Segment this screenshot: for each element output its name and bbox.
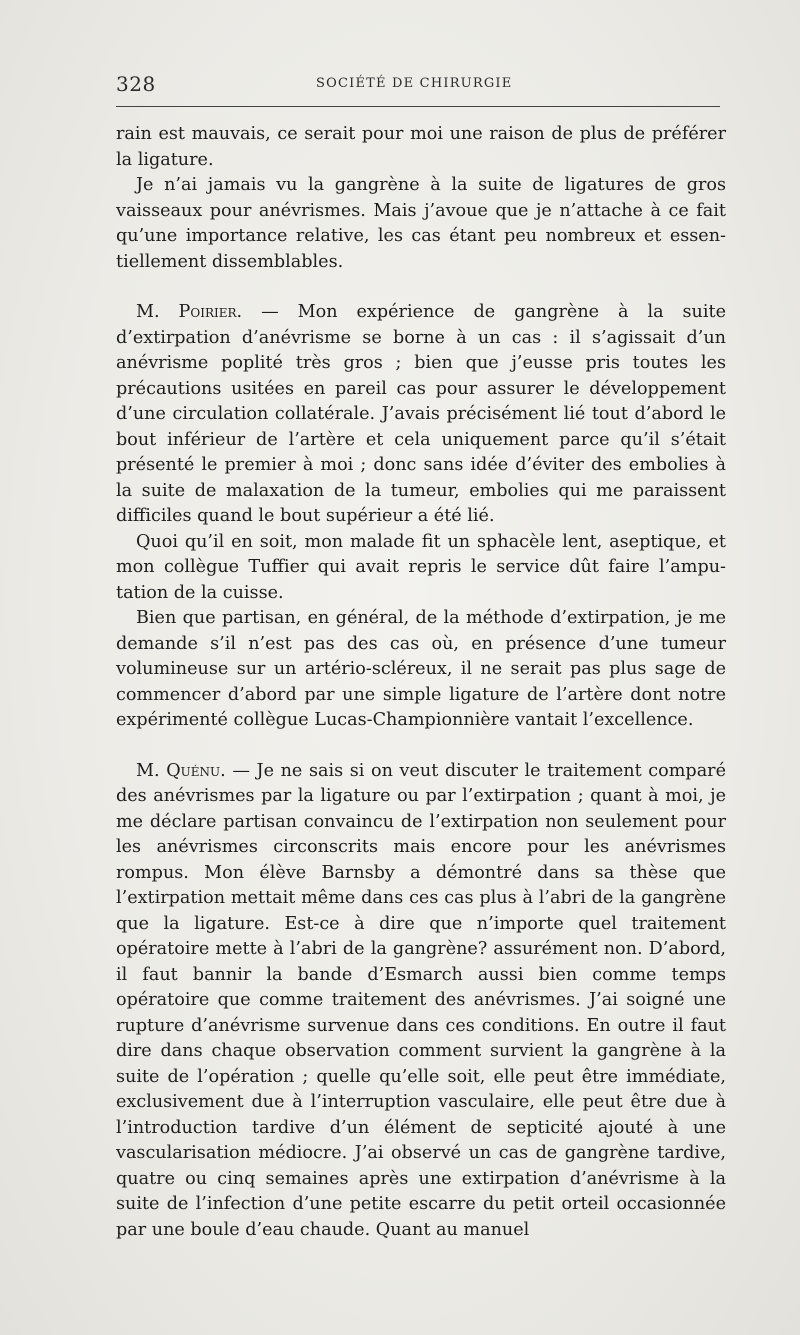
page-number: 328 bbox=[116, 72, 156, 96]
paragraph-text: — Je ne sais si on veut discuter le traitement comparé des anévrismes par la ligature ou par l’extirpation ; quant à moi, je me déclare partisan convaincu de l’extirpation non seulement pour les anévrismes circonscrits mais encore pour les anévrismes rompus. Mon élève Barnsby a démontré dans sa thèse que l’extirpation mettait même dans ces cas plus à l’abri de la gangrène que la ligature. Est-ce à dire que n’importe quel traitement opératoire mette à l’abri de la gangrène? assurément non. D’abord, il faut bannir la bande d’Esmarch aussi bien comme temps opératoire que comme traitement des anévrismes. J’ai soigné une rupture d’anévrisme survenue dans ces conditions. En outre il faut dire dans chaque observation comment survient la gangrène à la suite de l’opération ; quelle qu’elle soit, elle peut être immédiate, exclusivement due à l’interruption vasculaire, elle peut être due à l’introduction tardive d’un élément de septicité ajouté à une vascularisation médiocre. J’ai observé un cas de gangrène tardive, quatre ou cinq semaines après une extirpation d’anévrisme à la suite de l’infection d’une petite escarre du petit orteil occasionnée par une boule d’eau chaude. Quant au manuel bbox=[116, 760, 726, 1240]
paragraph-text: — Mon expérience de gangrène à la suite d’extirpation d’anévrisme se borne à un cas : il s’agissait d’un anévrisme poplité très gros ; bien que j’eusse pris toutes les précautions usitées en pareil cas pour assurer le développement d’une circulation collatérale. J’avais précisément lié tout d’abord le bout inférieur de l’artère et cela uniquement parce qu’il s’était présenté le premier à moi ; donc sans idée d’éviter des embolies à la suite de malaxation de la tumeur, embolies qui me paraissent difficiles quand le bout supérieur a été lié. bbox=[116, 302, 726, 526]
paragraph-text: Je n’ai jamais vu la gangrène à la suite de ligatures de gros vaisseaux pour anévrismes. Mais j’avoue que je n’attache à ce fait qu’une importance relative, les cas étant peu nombreux et essentiellement dissemblables. bbox=[116, 175, 726, 272]
paragraph bbox=[116, 173, 726, 275]
header-rule bbox=[116, 106, 720, 107]
paragraph-quenu bbox=[116, 759, 726, 1244]
speaker-name: M. Quénu. bbox=[136, 760, 226, 781]
paragraph bbox=[116, 606, 726, 734]
paragraph bbox=[116, 530, 726, 607]
paragraph-text: Quoi qu’il en soit, mon malade fit un sphacèle lent, aseptique, et mon collègue Tuffier qui avait repris le service dût faire l’amputation de la cuisse. bbox=[116, 531, 726, 603]
paragraph bbox=[116, 122, 726, 173]
page-header bbox=[116, 72, 720, 98]
paragraph-text: Bien que partisan, en général, de la méthode d’extirpation, je me demande s’il n’est pas des cas où, en présence d’une tumeur volumineuse sur un artério-scléreux, il ne serait pas plus sage de commencer d’abord par une simple ligature de l’artère dont notre expérimenté collègue Lucas-Championnière vantait l’excellence. bbox=[116, 608, 726, 730]
paragraph-poirier bbox=[116, 300, 726, 530]
paragraph-text: rain est mauvais, ce serait pour moi une raison de plus de préférer la ligature. bbox=[116, 124, 726, 170]
running-head: SOCIÉTÉ DE CHIRURGIE bbox=[316, 76, 513, 91]
body-text bbox=[116, 122, 726, 1243]
speaker-name: M. Poirier. bbox=[136, 302, 243, 322]
